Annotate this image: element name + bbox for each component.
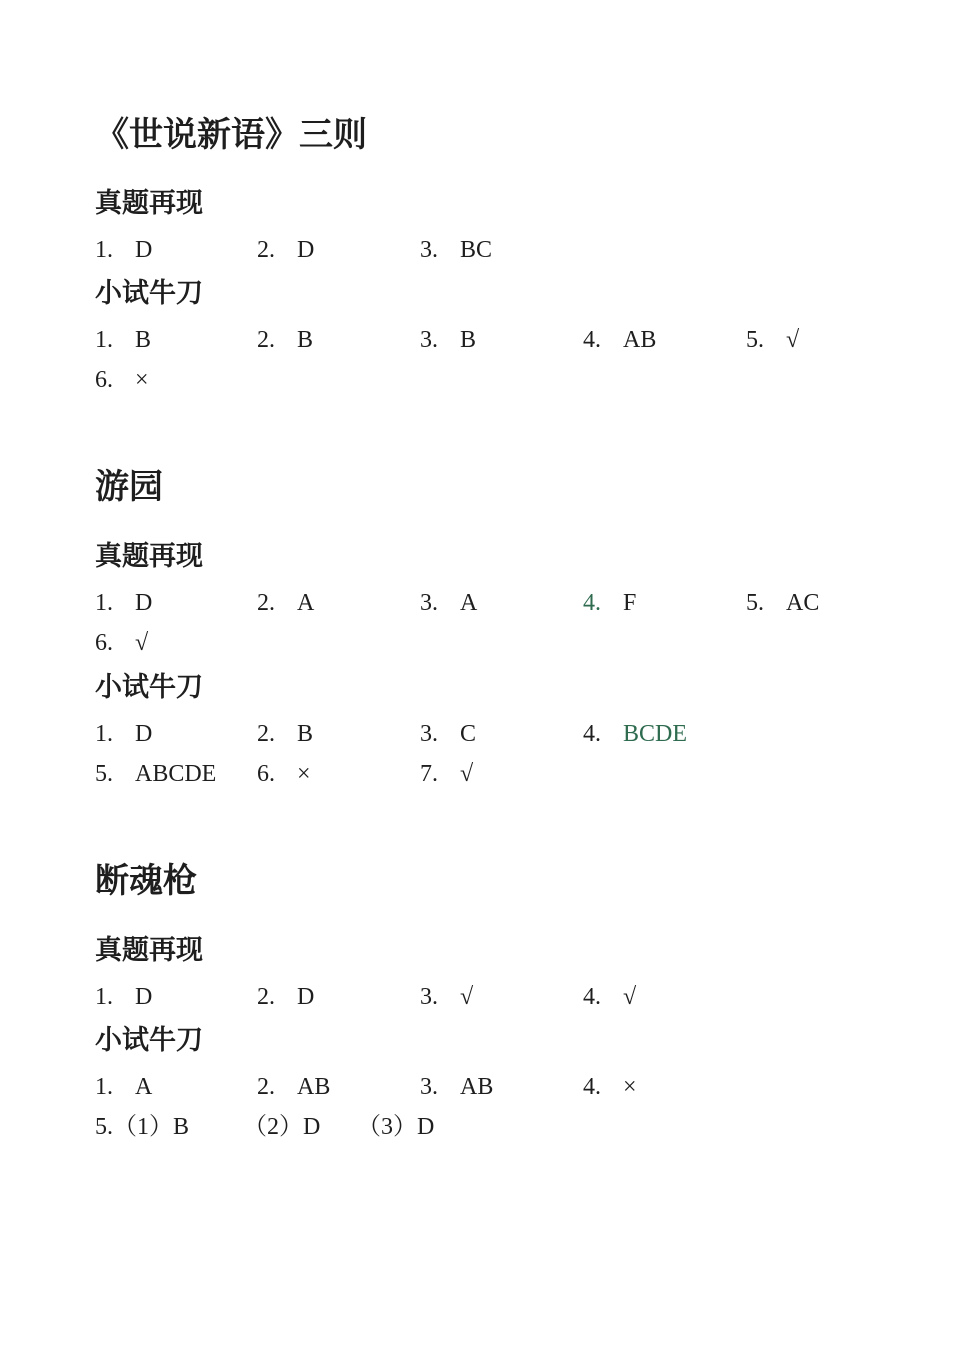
section-title: 《世说新语》三则 [95, 115, 367, 155]
answer-item: 4. √ [583, 984, 637, 1010]
answer-item: 2. D [257, 237, 315, 263]
answer-item: 3. √ [420, 984, 474, 1010]
answer-item: 1. B [95, 327, 152, 353]
answer-item: 3. C [420, 721, 477, 747]
answer-item: 4. × [583, 1074, 637, 1100]
answer-item: 2. B [257, 327, 314, 353]
answer-item: 2. D [257, 984, 315, 1010]
answer-row [95, 1111, 915, 1143]
answer-row [95, 324, 915, 356]
answer-item: 6. √ [95, 630, 149, 656]
answer-item: 3. BC [420, 237, 493, 263]
answer-item: 6. × [257, 761, 311, 787]
group-heading: 小试牛刀 [95, 672, 203, 703]
answer-item: 1. D [95, 721, 153, 747]
section-title: 断魂枪 [95, 861, 197, 901]
answer-item: 3. AB [420, 1074, 494, 1100]
answer-item: 5. √ [746, 327, 800, 353]
group-heading: 小试牛刀 [95, 278, 203, 309]
answer-item: 2. B [257, 721, 314, 747]
answer-item: 2. A [257, 590, 315, 616]
answer-row [95, 981, 915, 1013]
answer-row [95, 364, 915, 396]
group-heading: 真题再现 [95, 935, 203, 966]
answer-item: 4. AB [583, 327, 657, 353]
answer-item: 3. A [420, 590, 478, 616]
answer-row [95, 718, 915, 750]
group-heading: 真题再现 [95, 188, 203, 219]
answer-row [95, 1071, 915, 1103]
section-title: 游园 [95, 467, 163, 507]
answer-row [95, 627, 915, 659]
answer-row [95, 234, 915, 266]
group-heading: 真题再现 [95, 541, 203, 572]
answer-item: （3）D [357, 1114, 435, 1140]
answer-item: 7. √ [420, 761, 474, 787]
answer-row [95, 587, 915, 619]
answer-item: 1. D [95, 237, 153, 263]
answer-item: 4. F [583, 590, 637, 616]
answer-item: 4. BCDE [583, 721, 688, 747]
answer-item: 5.（1）B [95, 1114, 190, 1140]
group-heading: 小试牛刀 [95, 1025, 203, 1056]
answer-item: 3. B [420, 327, 477, 353]
answer-item: 2. AB [257, 1074, 331, 1100]
answer-item: 1. D [95, 590, 153, 616]
answer-item: 1. A [95, 1074, 153, 1100]
answer-row [95, 758, 915, 790]
answer-item: 6. × [95, 367, 149, 393]
answer-item: 1. D [95, 984, 153, 1010]
answer-item: （2）D [243, 1114, 321, 1140]
answer-item: 5. ABCDE [95, 761, 217, 787]
answer-item: 5. AC [746, 590, 820, 616]
